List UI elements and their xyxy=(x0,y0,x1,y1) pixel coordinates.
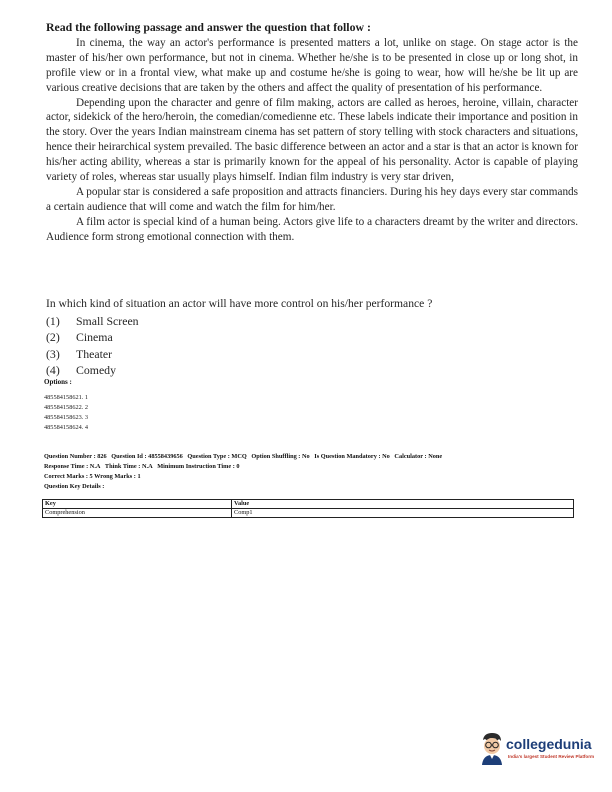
choice-number: (2) xyxy=(46,330,60,345)
metadata-line-2 xyxy=(44,462,445,472)
choice-item[interactable] xyxy=(46,362,139,378)
choice-number: (4) xyxy=(46,362,60,377)
passage-heading: Read the following passage and answer the question that follow : xyxy=(46,20,371,34)
option-id-list xyxy=(44,393,88,433)
answer-choices xyxy=(46,313,139,378)
options-label: Options : xyxy=(44,378,72,386)
key-header: Key xyxy=(43,500,232,509)
choice-number: (1) xyxy=(46,314,60,328)
passage-paragraph: A popular star is considered a safe proposition and attracts financiers. During his hey days every star commands a certain audience that will come and watch the film for him/her. xyxy=(46,185,578,213)
metadata-line-1 xyxy=(44,452,445,462)
question-key-table xyxy=(42,499,574,518)
question-metadata xyxy=(44,452,445,492)
key-details-label: Question Key Details : xyxy=(44,483,105,490)
passage-paragraph: Depending upon the character and genre of film making, actors are called as heroes, heroine, villain, character actor, sidekick of the hero/heroin, the comedian/comedienne etc. These labels indicate their importance and position in the story. Over the years Indian mainstream cinema has set pattern of story telling with stock characters and situations, hence their heirarchical system prevailed. The basic difference between an actor and a star is that an actor is known for his/her acting ability, whereas a star is primarily known for the appeal of his personality. Actor is capable of playing variety of roles, whereas star usually plays himself. Indian film industry is very star driven, xyxy=(46,96,578,184)
passage xyxy=(46,20,578,245)
question-mandatory: Is Question Mandatory : No xyxy=(314,453,390,460)
option-id: 485584158624. 4 xyxy=(44,424,89,431)
choice-text: Comedy xyxy=(76,362,116,377)
logo-tagline: India's largest Student Review Platform xyxy=(508,754,595,759)
value-header: Value xyxy=(232,500,574,509)
choice-text: Small Screen xyxy=(76,314,139,328)
choice-item[interactable] xyxy=(46,346,139,362)
question-id: Question Id : 48558439656 xyxy=(111,453,183,460)
choice-item[interactable] xyxy=(46,313,139,329)
logo-brand-text: collegedunia xyxy=(506,736,592,752)
question-text: In which kind of situation an actor will have more control on his/her performance ? xyxy=(46,297,433,310)
option-shuffling: Option Shuffling : No xyxy=(251,453,310,460)
question-number: Question Number : 826 xyxy=(44,453,107,460)
option-id: 485584158623. 3 xyxy=(44,414,89,421)
option-id: 485584158622. 2 xyxy=(44,404,89,411)
choice-text: Cinema xyxy=(76,330,113,345)
question-type: Question Type : MCQ xyxy=(187,453,247,460)
table-header-row xyxy=(43,500,574,509)
choice-text: Theater xyxy=(76,346,113,361)
think-time: Think Time : N.A xyxy=(104,463,153,470)
option-id: 485584158621. 1 xyxy=(44,394,89,401)
choice-item[interactable] xyxy=(46,329,139,345)
min-instruction-time: Minimum Instruction Time : 0 xyxy=(157,463,240,470)
value-cell: Comp1 xyxy=(232,509,574,518)
passage-paragraph: A film actor is special kind of a human being. Actors give life to a characters dreamt by the writer and directors. Audience form strong emotional connection with them. xyxy=(46,215,578,243)
response-time: Response Time : N.A xyxy=(44,463,101,470)
table-row xyxy=(43,509,574,518)
passage-paragraph: In cinema, the way an actor's performance is presented matters a lot, unlike on stage. On stage actor is the master of his/her own performance, but not in cinema. Whether he/she is to be presented in close up or long shot, in profile view or in a frontal view, what make up and costume he/she is going to wear, how will he/she be lit up are various creative decisions that are taken by the others and affect the quality of presentation of his performance. xyxy=(46,36,578,94)
collegedunia-logo xyxy=(478,731,598,767)
key-cell: Comprehension xyxy=(43,509,232,518)
marks-line: Correct Marks : 5 Wrong Marks : 1 xyxy=(44,473,141,480)
student-mascot-icon xyxy=(478,731,506,765)
choice-number: (3) xyxy=(46,346,60,361)
calculator: Calculator : None xyxy=(394,453,443,460)
